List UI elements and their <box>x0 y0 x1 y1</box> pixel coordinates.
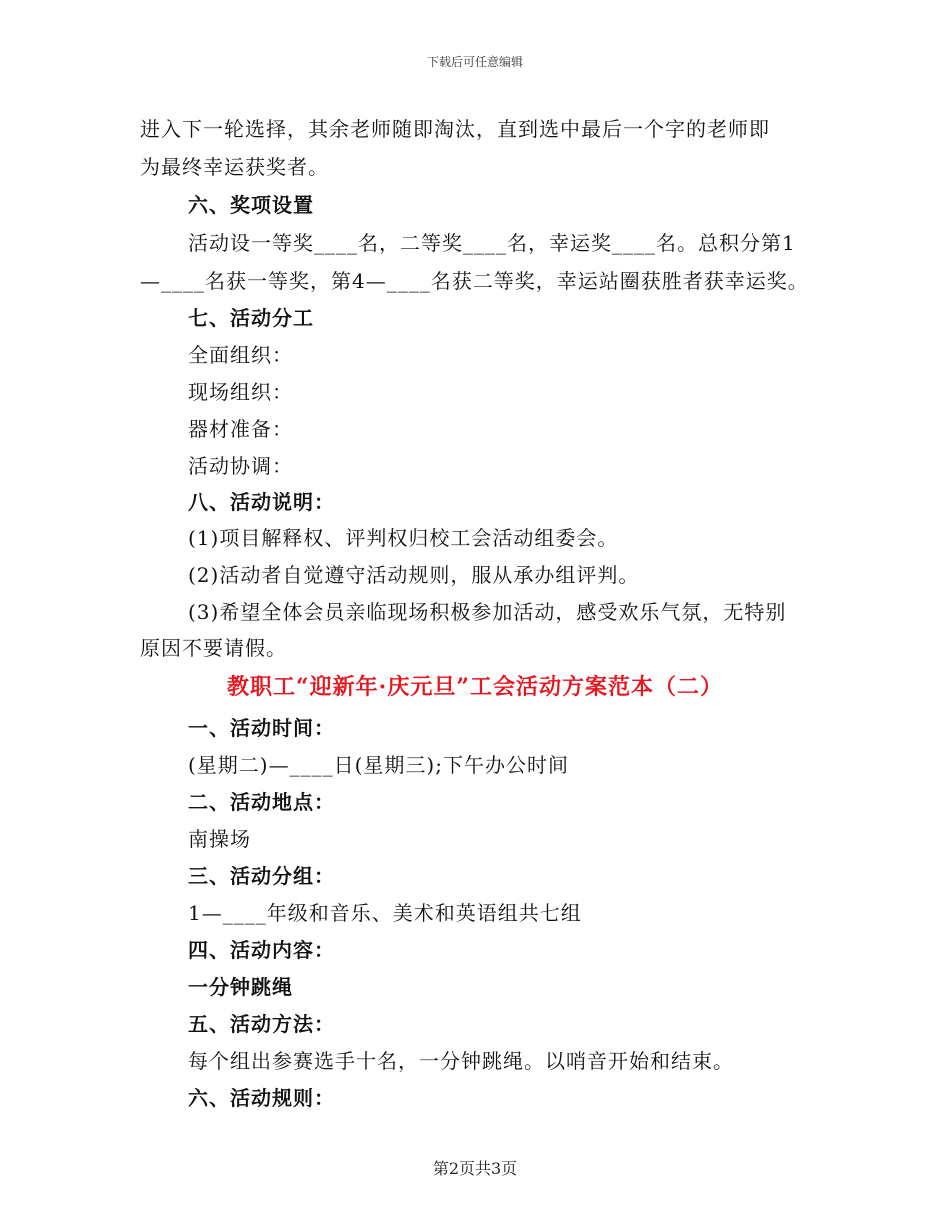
section-value: 南操场 <box>188 827 251 851</box>
division-item: 现场组织： <box>188 380 293 404</box>
section-heading: 三、活动分组： <box>188 864 335 888</box>
page-footer: 第2页共3页 <box>432 1159 518 1178</box>
section-value: 1—____年级和音乐、美术和英语组共七组 <box>188 901 582 925</box>
section-heading: 六、活动规则： <box>188 1086 335 1110</box>
note-item: 原因不要请假。 <box>140 636 287 660</box>
note-item: (1)项目解释权、评判权归校工会活动组委会。 <box>188 526 619 550</box>
section-heading: 二、活动地点： <box>188 790 335 814</box>
section-heading: 五、活动方法： <box>188 1012 335 1036</box>
section-heading: 四、活动内容： <box>188 938 335 962</box>
division-item: 全面组织： <box>188 343 293 367</box>
section-heading: 一、活动时间： <box>188 716 335 740</box>
paragraph-line: 为最终幸运获奖者。 <box>140 155 329 179</box>
section-value: (星期二)—____日(星期三);下午办公时间 <box>188 753 569 777</box>
paragraph-line: —____名获一等奖，第4—____名获二等奖，幸运站圈获胜者获幸运奖。 <box>140 269 809 293</box>
note-item: (2)活动者自觉遵守活动规则，服从承办组评判。 <box>188 563 640 587</box>
section-value: 每个组出参赛选手十名，一分钟跳绳。以哨音开始和结束。 <box>188 1049 734 1073</box>
section-heading: 六、奖项设置 <box>188 193 314 217</box>
paragraph-line: 活动设一等奖____名，二等奖____名，幸运奖____名。总积分第1 <box>188 231 796 255</box>
division-item: 器材准备： <box>188 417 293 441</box>
section-heading: 七、活动分工 <box>188 306 314 330</box>
section-heading: 八、活动说明： <box>188 490 335 514</box>
paragraph-line: 进入下一轮选择，其余老师随即淘汰，直到选中最后一个字的老师即 <box>140 117 770 141</box>
division-item: 活动协调： <box>188 454 293 478</box>
document-title: 教职工“迎新年·庆元旦”工会活动方案范本（二） <box>227 674 723 700</box>
note-item: (3)希望全体会员亲临现场积极参加活动，感受欢乐气氛，无特别 <box>188 600 787 624</box>
section-value: 一分钟跳绳 <box>188 975 293 999</box>
page-header: 下载后可任意编辑 <box>426 55 523 69</box>
